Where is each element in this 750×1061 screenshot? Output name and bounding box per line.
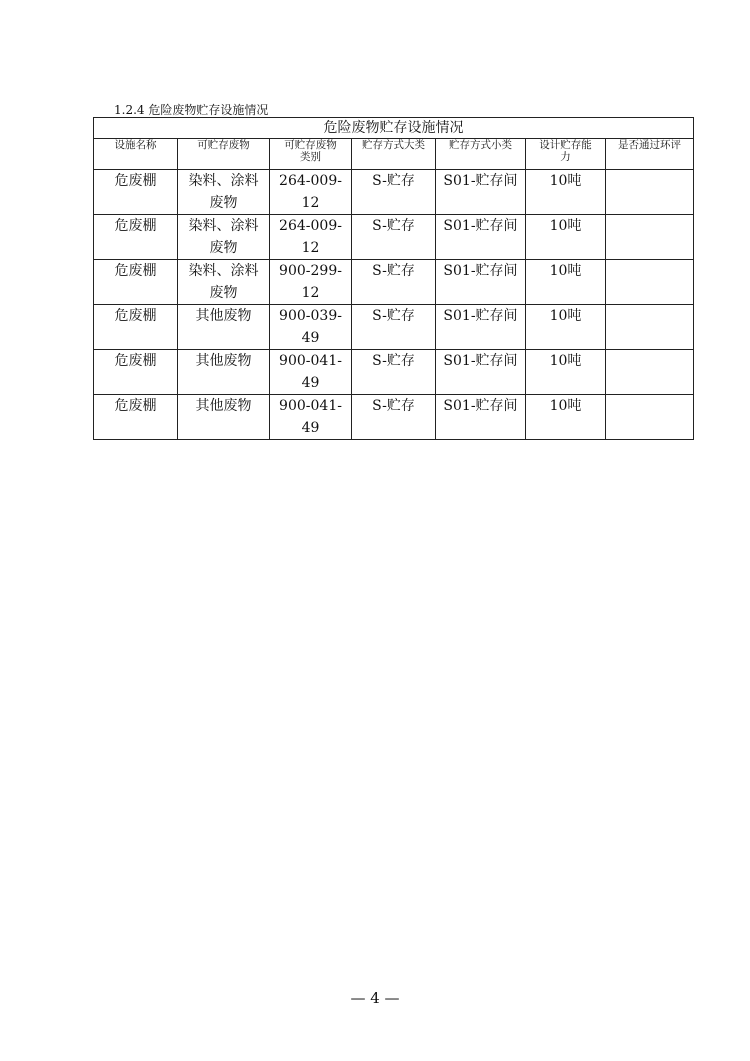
table-row	[94, 170, 694, 215]
section-heading: 1.2.4 危险废物贮存设施情况	[114, 103, 269, 117]
cell-waste: 染料、涂料废物	[178, 260, 270, 305]
cell-waste: 其他废物	[178, 350, 270, 395]
cell-capacity: 10吨	[526, 395, 606, 440]
table-row	[94, 215, 694, 260]
table-header-row	[94, 139, 694, 170]
cell-capacity: 10吨	[526, 260, 606, 305]
table-row	[94, 305, 694, 350]
cell-waste: 其他废物	[178, 305, 270, 350]
cell-storage-major: S-贮存	[352, 215, 436, 260]
cell-storage-minor: S01-贮存间	[436, 170, 526, 215]
cell-eia	[606, 260, 694, 305]
column-header-storage-minor: 贮存方式小类	[436, 139, 526, 170]
cell-storage-minor: S01-贮存间	[436, 305, 526, 350]
cell-code: 900-299-12	[270, 260, 352, 305]
cell-storage-minor: S01-贮存间	[436, 395, 526, 440]
storage-facility-table	[93, 117, 694, 440]
cell-waste: 染料、涂料废物	[178, 170, 270, 215]
cell-capacity: 10吨	[526, 350, 606, 395]
cell-storage-minor: S01-贮存间	[436, 350, 526, 395]
cell-storage-major: S-贮存	[352, 350, 436, 395]
cell-facility: 危废棚	[94, 350, 178, 395]
page-number: — 4 —	[350, 989, 400, 1007]
cell-facility: 危废棚	[94, 395, 178, 440]
table-row	[94, 350, 694, 395]
cell-facility: 危废棚	[94, 305, 178, 350]
cell-facility: 危废棚	[94, 215, 178, 260]
cell-storage-major: S-贮存	[352, 170, 436, 215]
cell-code: 900-039-49	[270, 305, 352, 350]
cell-code: 900-041-49	[270, 350, 352, 395]
cell-storage-major: S-贮存	[352, 395, 436, 440]
table-caption: 危险废物贮存设施情况	[94, 118, 694, 139]
cell-storage-major: S-贮存	[352, 305, 436, 350]
cell-code: 264-009-12	[270, 170, 352, 215]
cell-facility: 危废棚	[94, 260, 178, 305]
cell-code: 900-041-49	[270, 395, 352, 440]
column-header-capacity: 设计贮存能 力	[526, 139, 606, 170]
cell-storage-major: S-贮存	[352, 260, 436, 305]
column-header-code: 可贮存废物 类别	[270, 139, 352, 170]
column-header-facility: 设施名称	[94, 139, 178, 170]
cell-capacity: 10吨	[526, 305, 606, 350]
cell-eia	[606, 170, 694, 215]
cell-eia	[606, 350, 694, 395]
cell-storage-minor: S01-贮存间	[436, 260, 526, 305]
cell-facility: 危废棚	[94, 170, 178, 215]
cell-storage-minor: S01-贮存间	[436, 215, 526, 260]
cell-eia	[606, 305, 694, 350]
cell-waste: 染料、涂料废物	[178, 215, 270, 260]
table-row	[94, 395, 694, 440]
cell-waste: 其他废物	[178, 395, 270, 440]
column-header-waste: 可贮存废物	[178, 139, 270, 170]
column-header-eia: 是否通过环评	[606, 139, 694, 170]
cell-eia	[606, 215, 694, 260]
cell-capacity: 10吨	[526, 170, 606, 215]
table-row	[94, 260, 694, 305]
cell-capacity: 10吨	[526, 215, 606, 260]
cell-eia	[606, 395, 694, 440]
cell-code: 264-009-12	[270, 215, 352, 260]
column-header-storage-major: 贮存方式大类	[352, 139, 436, 170]
